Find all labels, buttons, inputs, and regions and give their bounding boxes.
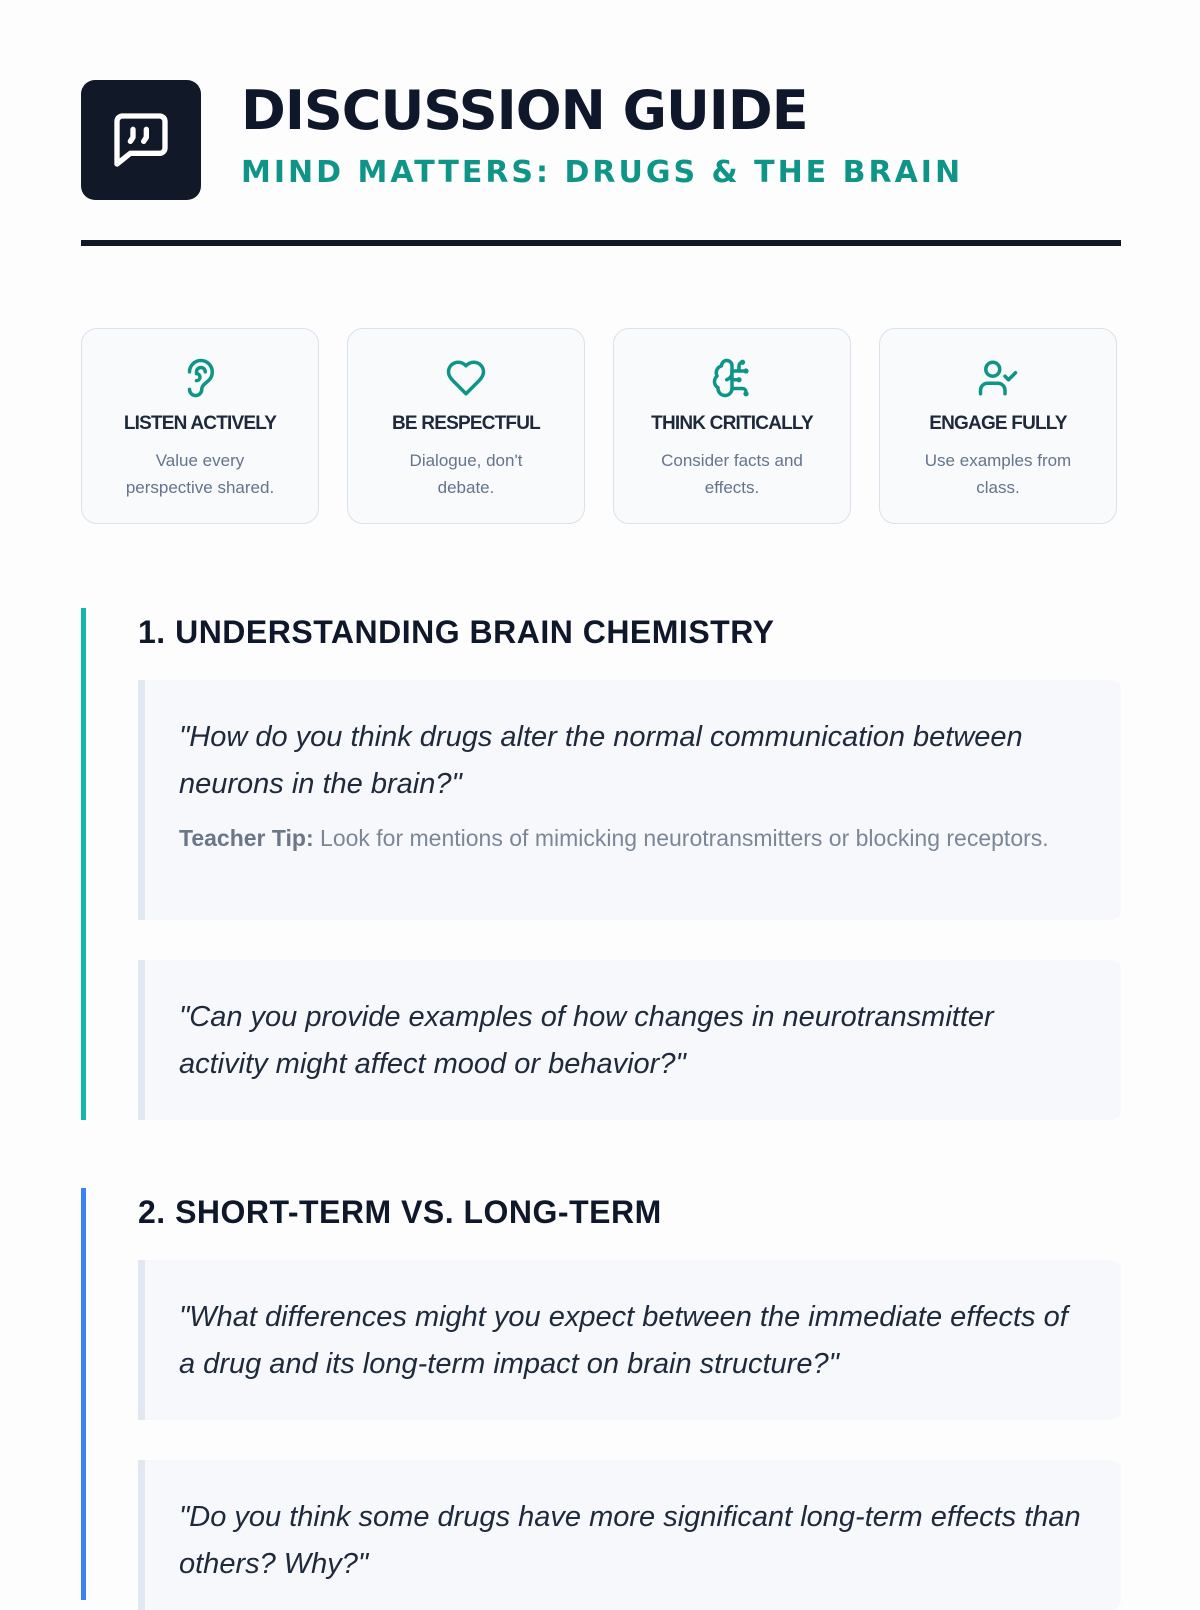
header (81, 80, 1121, 245)
section-title: 1. UNDERSTANDING BRAIN CHEMISTRY (138, 614, 775, 650)
norm-title: ENGAGE FULLY (929, 413, 1067, 434)
section-brain-chemistry (81, 608, 1121, 1120)
norm-description: Use examples from class. (924, 451, 1072, 497)
norm-description: Value every perspective shared. (125, 451, 275, 497)
teacher-tip-label: Teacher Tip: (179, 825, 314, 851)
question-text: "Can you provide examples of how changes in neurotransmitter activity might affect mood or behavior?" (179, 1001, 994, 1080)
question-text: "What differences might you expect between the immediate effects of a drug and its long-term impact on brain structure?" (179, 1301, 1068, 1380)
norm-card-engage (879, 328, 1117, 524)
question-card (138, 1260, 1121, 1420)
section-short-vs-long-term (81, 1188, 1121, 1600)
section-title: 2. SHORT-TERM VS. LONG-TERM (138, 1194, 662, 1230)
norm-description: Consider facts and effects. (661, 451, 803, 497)
question-card (138, 680, 1121, 920)
discussion-norms (81, 328, 1121, 526)
norm-title: THINK CRITICALLY (651, 413, 813, 434)
heart-icon (445, 357, 487, 399)
header-divider (81, 240, 1121, 246)
page-subtitle: MIND MATTERS: DRUGS & THE BRAIN (241, 155, 964, 190)
teacher-tip (179, 822, 1081, 855)
norm-card-listen (81, 328, 319, 524)
norm-card-think (613, 328, 851, 524)
norm-description: Dialogue, don't debate. (409, 451, 523, 497)
norm-card-respect (347, 328, 585, 524)
question-text: "Do you think some drugs have more significant long-term effects than others? Why?" (179, 1501, 1081, 1580)
ear-icon (179, 357, 221, 399)
section-accent-bar (81, 1188, 86, 1600)
teacher-tip-text: Look for mentions of mimicking neurotransmitters or blocking receptors. (313, 825, 1049, 851)
brain-icon (711, 357, 753, 399)
question-text: "How do you think drugs alter the normal communication between neurons in the brain?" (179, 721, 1023, 800)
question-card (138, 960, 1121, 1120)
norm-title: BE RESPECTFUL (392, 413, 540, 434)
section-accent-bar (81, 608, 86, 1120)
user-check-icon (977, 357, 1019, 399)
question-card (138, 1460, 1121, 1610)
page-title: DISCUSSION GUIDE (241, 79, 808, 142)
quote-message-icon (81, 80, 201, 200)
norm-title: LISTEN ACTIVELY (123, 413, 277, 434)
